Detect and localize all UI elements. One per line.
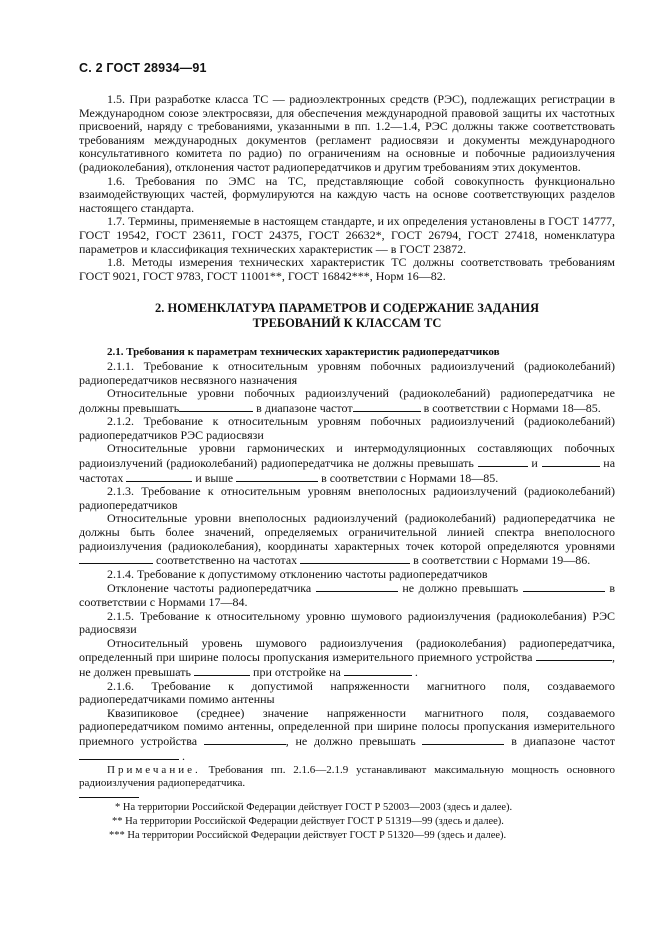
text-fragment: . bbox=[414, 664, 418, 679]
item-2-1-1-heading: 2.1.1. Требование к относительным уровням побочных радиоизлучений (радиоколебаний) радиопередатчиков несвязного назначения bbox=[79, 358, 615, 387]
footnote-3: *** На территории Российской Федерации действует ГОСТ Р 51320—99 (здесь и далее). bbox=[109, 830, 507, 841]
text-fragment: и bbox=[531, 456, 538, 471]
text-fragment: не должен превышать bbox=[79, 664, 192, 679]
text-fragment: в соответствии с Нормами 18—85. bbox=[423, 400, 601, 415]
item-2-1-6-heading: 2.1.6. Требование к допустимой напряженности магнитного поля, создаваемого радиопередатчиками помимо антенны bbox=[79, 678, 615, 707]
text-fragment: Относительные уровни побочных радиоизлучений (радиоколебаний) радиопередатчика не должны превышать bbox=[79, 386, 615, 415]
text-fragment: Относительные уровни гармонических и интермодуляционных составляющих побочных радиоизлучений (радиоколебаний) радиопередатчика не должны превышать bbox=[79, 441, 615, 471]
paragraph-1-5: 1.5. При разработке класса ТС — радиоэлектронных средств (РЭС), подлежащих регистрации в Международном союзе электросвязи, для обеспечения международной правовой защиты их частотных присвоений, наряду с требованиями, указанными в пп. 1.2—1.4, РЭС должны также соответствовать требованиям международных документов (регламент радиосвязи и документы международного консультативного комитета по радио) по ограничениям на основные и побочные радиоизлучения (радиоколебания), отклонения частот радиопередатчиков и другим требованиям этих документов. bbox=[79, 92, 615, 174]
text-fragment: , bbox=[612, 650, 615, 665]
text-fragment: соответственно на частотах bbox=[156, 553, 298, 568]
text-fragment: Отклонение частоты радиопередатчика bbox=[107, 581, 312, 596]
item-2-1-6-text bbox=[79, 707, 615, 763]
item-2-1-1-text bbox=[79, 387, 615, 415]
text-fragment: Относительные уровни внеполосных радиоизлучений (радиоколебаний) радиопередатчика не должны быть более значений, определяемых ограничительной линией спектра внеполосного радиоизлучения (радиоколебания), координаты характерных точек которой определяются уровнями bbox=[79, 511, 615, 553]
fill-in-blank bbox=[523, 581, 605, 592]
fill-in-blank bbox=[204, 734, 286, 745]
fill-in-blank bbox=[422, 734, 504, 745]
note-label: Примечание. bbox=[107, 764, 201, 776]
fill-in-blank bbox=[353, 401, 421, 412]
fill-in-blank bbox=[300, 553, 410, 564]
fill-in-blank bbox=[194, 665, 250, 676]
text-fragment: при отстройке на bbox=[253, 664, 341, 679]
text-fragment: , не должно превышать bbox=[285, 733, 416, 748]
item-2-1-2-heading: 2.1.2. Требование к относительным уровням побочных радиоизлучений (радиоколебаний) радиопередатчиков РЭС радиосвязи bbox=[79, 414, 615, 442]
fill-in-blank bbox=[536, 650, 612, 661]
text-fragment: Квазипиковое (среднее) значение напряженности магнитного поля, создаваемого радиопередатчиком помимо антенны, определенной при ширине полосы пропускания измерительного приемного устройства bbox=[79, 705, 615, 748]
paragraph-1-8: 1.8. Методы измерения технических характеристик ТС должны соответствовать требованиям ГОСТ 9021, ГОСТ 9783, ГОСТ 11001**, ГОСТ 16842***, Норм 16—82. bbox=[79, 255, 615, 283]
item-2-1-5-heading: 2.1.5. Требование к относительному уровню шумового радиоизлучения (радиоколебания) РЭС радиосвязи bbox=[79, 608, 615, 637]
subsection-2-1-heading: 2.1. Требования к параметрам технических характеристик радиопередатчиков bbox=[107, 346, 500, 359]
document-body bbox=[79, 93, 615, 763]
item-2-1-2-text bbox=[79, 442, 615, 485]
note bbox=[79, 764, 615, 790]
item-2-1-4-heading: 2.1.4. Требование к допустимому отклонению частоты радиопередатчиков bbox=[107, 566, 488, 581]
section-2-title-line2: ТРЕБОВАНИЙ К КЛАССАМ ТС bbox=[252, 316, 442, 331]
footnote-1: * На территории Российской Федерации действует ГОСТ Р 52003—2003 (здесь и далее). bbox=[115, 802, 513, 813]
paragraph-1-7: 1.7. Термины, применяемые в настоящем стандарте, и их определения установлены в ГОСТ 14777, ГОСТ 19542, ГОСТ 23611, ГОСТ 24375, ГОСТ 26632*, ГОСТ 26794, ГОСТ 27418, номенклатура параметров и классификация технических характеристик — в ГОСТ 23872. bbox=[79, 214, 615, 256]
item-2-1-3-text bbox=[79, 512, 615, 567]
fill-in-blank bbox=[542, 456, 600, 467]
text-fragment: в соответствии с Нормами 19—86. bbox=[413, 553, 591, 568]
fill-in-blank bbox=[79, 749, 179, 760]
text-fragment: в диапазоне частот bbox=[511, 733, 616, 748]
note-text: Требования пп. 2.1.6—2.1.9 устанавливают максимальную мощность основного радиоизлучения радиопередатчика. bbox=[79, 764, 615, 789]
item-2-1-5-text bbox=[79, 637, 615, 680]
item-2-1-3-heading: 2.1.3. Требование к относительным уровням внеполосных радиоизлучений (радиоколебаний) радиопередатчиков bbox=[79, 484, 615, 512]
section-2-title bbox=[79, 301, 615, 331]
footnote-2: ** На территории Российской Федерации действует ГОСТ Р 51319—99 (здесь и далее). bbox=[112, 816, 504, 827]
footnote-divider bbox=[79, 797, 139, 798]
page-header: С. 2 ГОСТ 28934—91 bbox=[79, 61, 207, 75]
fill-in-blank bbox=[126, 471, 192, 482]
fill-in-blank bbox=[179, 401, 253, 412]
fill-in-blank bbox=[236, 471, 318, 482]
paragraph-1-6: 1.6. Требования по ЭМС на ТС, представляющие собой совокупность функционально взаимодействующих частей, формулируются на каждую часть на основе соответствующих разделов настоящего стандарта. bbox=[79, 173, 615, 215]
text-fragment: в соответствии с Нормами 17—84. bbox=[79, 581, 616, 609]
text-fragment: не должно превышать bbox=[402, 581, 519, 596]
fill-in-blank bbox=[79, 553, 153, 564]
text-fragment: и выше bbox=[195, 470, 234, 485]
text-fragment: на частотах bbox=[79, 456, 616, 485]
fill-in-blank bbox=[316, 581, 398, 592]
text-fragment: в соответствии с Нормами 18—85. bbox=[321, 470, 499, 485]
text-fragment: . bbox=[182, 748, 185, 763]
item-2-1-4-text bbox=[79, 581, 615, 609]
fill-in-blank bbox=[478, 456, 528, 467]
section-2-title-line1: 2. НОМЕНКЛАТУРА ПАРАМЕТРОВ И СОДЕРЖАНИЕ ЗАДАНИЯ bbox=[155, 301, 539, 316]
text-fragment: Относительный уровень шумового радиоизлучения (радиоколебания) радиопередатчика, определенный при ширине полосы пропускания измерительного приемного устройства bbox=[79, 635, 615, 665]
fill-in-blank bbox=[344, 665, 412, 676]
text-fragment: в диапазоне частот bbox=[256, 400, 353, 415]
